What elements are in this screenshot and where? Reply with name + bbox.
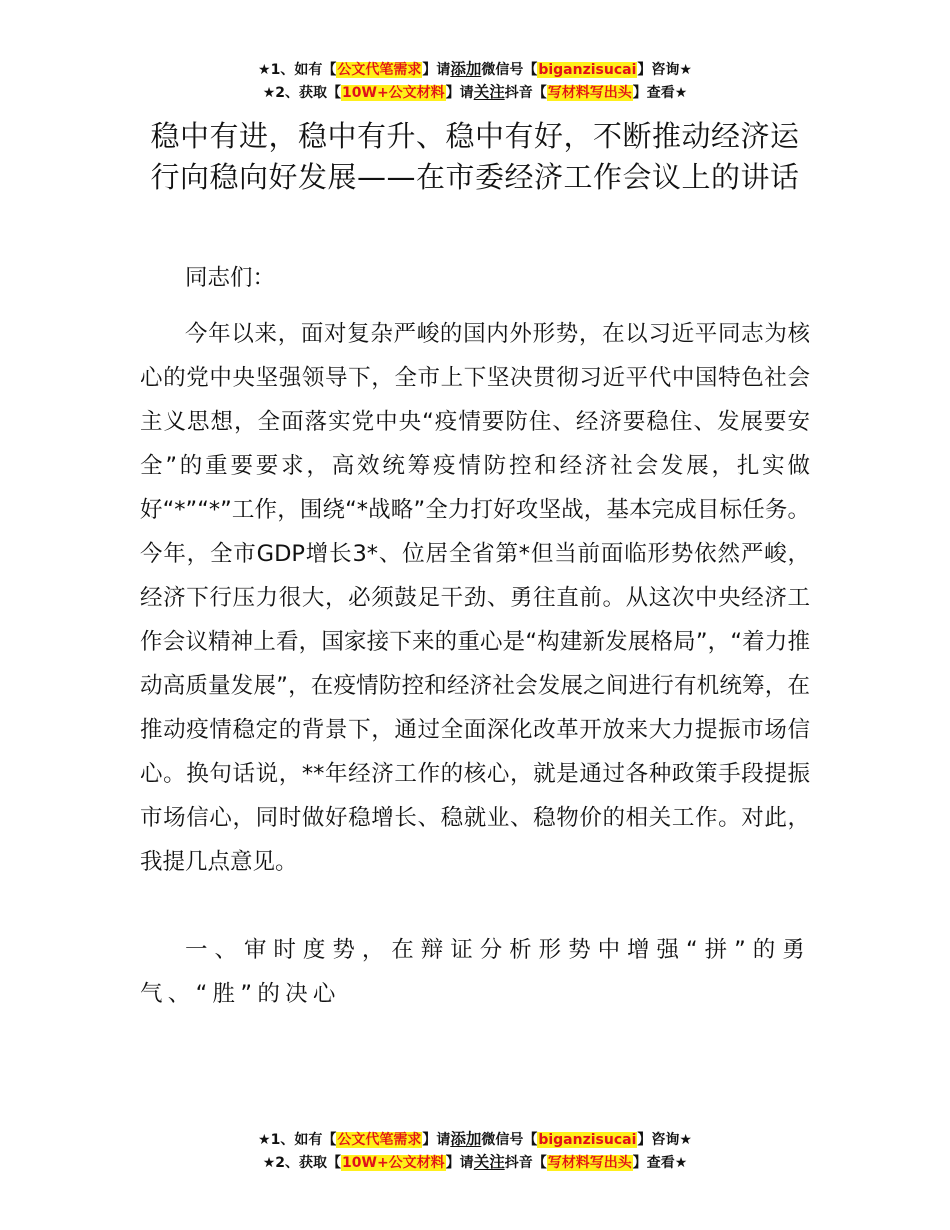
promo-text: 1、如有【	[270, 62, 337, 78]
greeting-block	[140, 256, 810, 300]
promo-banner-bottom	[0, 1128, 950, 1174]
underline-add: 添加	[450, 60, 482, 78]
section-heading-block	[140, 928, 810, 1016]
section-heading: 一、审时度势，在辩证分析形势中增强“拼”的勇气、“胜”的决心	[140, 937, 810, 1007]
star-icon: ★	[258, 62, 271, 78]
promo-line-2	[0, 1151, 950, 1174]
star-icon: ★	[262, 1155, 276, 1171]
promo-line-1	[0, 58, 950, 81]
highlight-service: 公文代笔需求	[337, 1132, 422, 1148]
highlight-wechat-id: biganzisucai	[538, 62, 637, 78]
promo-text: 】请	[445, 1155, 474, 1171]
body-paragraph: 今年以来，面对复杂严峻的国内外形势，在以习近平同志为核心的党中央坚强领导下，全市上下坚决贯彻习近平代中国特色社会主义思想，全面落实党中央“疫情要防住、经济要稳住、发展要安全”的重要要求，高效统筹疫情防控和经济社会发展，扎实做好“*”“*”工作，围绕“*战略”全力打好攻坚战，基本完成目标任务。今年，全市GDP增长3*、位居全省第*但当前面临形势依然严峻，经济下行压力很大，必须鼓足干劲、勇往直前。从这次中央经济工作会议精神上看，国家接下来的重心是“构建新发展格局”，“着力推动高质量发展”，在疫情防控和经济社会发展之间进行有机统筹，在推动疫情稳定的背景下，通过全面深化改革开放来大力提振市场信心。换句话说，**年经济工作的核心，就是通过各种政策手段提振市场信心，同时做好稳增长、稳就业、稳物价的相关工作。对此，我提几点意见。	[140, 321, 810, 875]
highlight-douyin-id: 写材料写出头	[547, 1155, 632, 1171]
highlight-douyin-id: 写材料写出头	[547, 85, 632, 101]
highlight-service: 公文代笔需求	[337, 62, 422, 78]
promo-line-1	[0, 1128, 950, 1151]
underline-follow: 关注	[473, 83, 505, 101]
star-icon: ★	[262, 85, 276, 101]
highlight-wechat-id: biganzisucai	[538, 1132, 637, 1148]
promo-text: 】咨询★	[637, 62, 692, 78]
promo-text: 】请	[422, 62, 451, 78]
promo-text: 2、获取【	[275, 1155, 342, 1171]
promo-text: 】查看★	[632, 85, 688, 101]
highlight-materials: 10W+公文材料	[342, 85, 445, 101]
paragraph-block	[140, 312, 810, 884]
promo-text: 】请	[422, 1132, 451, 1148]
promo-text: 抖音【	[504, 1155, 547, 1171]
promo-text: 】咨询★	[637, 1132, 692, 1148]
promo-text: 1、如有【	[270, 1132, 337, 1148]
underline-add: 添加	[450, 1130, 482, 1148]
promo-text: 微信号【	[481, 62, 538, 78]
promo-text: 】查看★	[632, 1155, 688, 1171]
promo-line-2	[0, 81, 950, 104]
promo-text: 抖音【	[504, 85, 547, 101]
promo-text: 】请	[445, 85, 474, 101]
highlight-materials: 10W+公文材料	[342, 1155, 445, 1171]
promo-text: 微信号【	[481, 1132, 538, 1148]
document-title: 稳中有进，稳中有升、稳中有好，不断推动经济运行向稳向好发展——在市委经济工作会议上的讲话	[150, 119, 800, 194]
greeting: 同志们：	[185, 265, 276, 291]
promo-text: 2、获取【	[275, 85, 342, 101]
star-icon: ★	[258, 1132, 271, 1148]
underline-follow: 关注	[473, 1153, 505, 1171]
promo-banner-top	[0, 58, 950, 104]
